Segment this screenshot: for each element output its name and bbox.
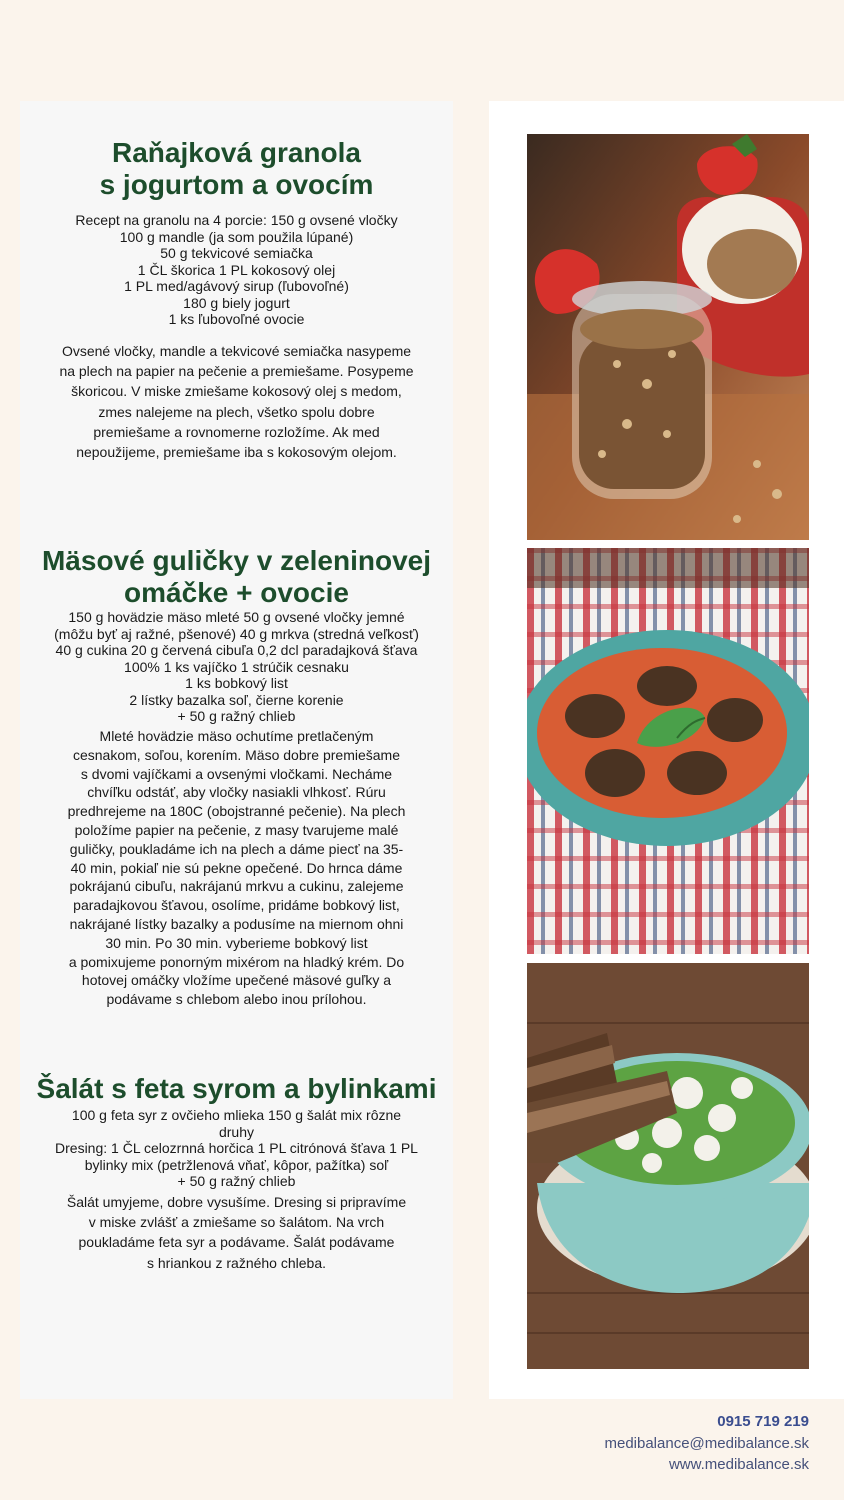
step-line: a pomixujeme ponorným mixérom na hladký krém. Do <box>68 953 405 970</box>
steps-granola <box>20 341 453 462</box>
footer-phone[interactable]: 0915 719 219 <box>717 1413 809 1430</box>
footer-email[interactable]: medibalance@medibalance.sk <box>604 1435 809 1452</box>
step-line: v miske zvlášť a zmiešame so šalátom. Na vrch <box>88 1214 385 1231</box>
step-line: 40 min, pokiaľ nie sú pekne opečené. Do hrnca dáme <box>70 859 403 876</box>
ingredient-line: 1 ks bobkový list <box>185 675 288 691</box>
step-line: premiešame a rovnomerne rozložíme. Ak med <box>93 423 380 440</box>
ingredient-line: druhy <box>218 1123 255 1140</box>
step-line: 30 min. Po 30 min. vyberieme bobkový list <box>105 934 368 951</box>
step-line: škoricou. V miske zmiešame kokosový olej s medom, <box>71 383 402 400</box>
step-line: položíme papier na pečenie, z masy tvarujeme malé <box>74 821 399 838</box>
ingredient-line: 180 g biely jogurt <box>183 294 290 311</box>
step-line: guličky, poukladáme ich na plech a dáme piecť na 35- <box>69 840 404 857</box>
ingredient-line: 150 g hovädzie mäso mleté 50 g ovsené vločky jemné <box>68 609 405 625</box>
ingredients-meatballs <box>20 609 453 725</box>
granola-photo <box>527 134 809 540</box>
steps-salad <box>20 1192 453 1273</box>
ingredient-line: 50 g tekvicové semiačka <box>160 245 313 261</box>
step-line: predhrejeme na 180C (obojstranné pečenie). Na plech <box>67 803 406 820</box>
step-line: Ovsené vločky, mandle a tekvicové semiačka nasypeme <box>61 343 412 359</box>
ingredient-line: bylinky mix (petržlenová vňať, kôpor, pažítka) soľ <box>84 1156 389 1173</box>
ingredient-line: 100 g mandle (ja som použila lúpané) <box>119 228 354 245</box>
step-line: nakrájané lístky bazalky a podusíme na miernom ohni <box>69 915 404 932</box>
step-line: Šalát umyjeme, dobre vysušíme. Dresing si pripravíme <box>66 1194 407 1210</box>
step-line: chvíľku odstáť, aby vločky nasiakli vlhkosť. Rúru <box>87 784 386 801</box>
recipe-title-salad <box>20 1073 453 1105</box>
step-line: paradajkovou šťavou, osolíme, pridáme bobkový list, <box>73 897 400 914</box>
recipe-title-line: Mäsové guličky v zeleninovej <box>41 545 432 576</box>
ingredient-line: 100 g feta syr z ovčieho mlieka 150 g šalát mix rôzne <box>71 1107 402 1123</box>
step-line: hotovej omáčky vložíme upečené mäsové guľky a <box>81 972 392 989</box>
ingredient-line: Dresing: 1 ČL celozrnná horčica 1 PL citrónová šťava 1 PL <box>55 1140 418 1156</box>
recipe-title-granola <box>20 137 453 201</box>
steps-meatballs <box>20 727 453 1009</box>
step-line: nepoužijeme, premiešame iba s kokosovým olejom. <box>76 444 397 461</box>
footer-website[interactable]: www.medibalance.sk <box>668 1456 809 1473</box>
step-line: na plech na papier na pečenie a premiešame. Posypeme <box>59 363 414 380</box>
ingredient-line: 40 g cukina 20 g červená cibuľa 0,2 dcl paradajková šťava <box>55 642 418 658</box>
ingredient-line: (môžu byť aj ražné, pšenové) 40 g mrkva (stredná veľkosť) <box>54 625 419 642</box>
step-line: poukladáme feta syr a podávame. Šalát podávame <box>78 1234 395 1251</box>
ingredient-line: 1 ČL škorica 1 PL kokosový olej <box>137 261 336 278</box>
step-line: zmes nalejeme na plech, všetko spolu dobre <box>98 403 375 420</box>
step-line: s dvomi vajíčkami a ovsenými vločkami. Necháme <box>80 765 393 782</box>
recipe-title-line: omáčke + ovocie <box>124 577 349 608</box>
ingredient-line: + 50 g ražný chlieb <box>177 1173 296 1189</box>
ingredient-line: 1 ks ľubovoľné ovocie <box>168 311 305 327</box>
meatballs-photo <box>527 548 809 954</box>
ingredient-line: 1 PL med/agávový sirup (ľubovoľné) <box>124 278 349 294</box>
salad-photo <box>527 963 809 1369</box>
step-line: cesnakom, soľou, korením. Mäso dobre premiešame <box>72 746 400 763</box>
ingredients-salad <box>20 1107 453 1190</box>
recipe-title-line: s jogurtom a ovocím <box>99 169 374 200</box>
recipe-title-line: Raňajková granola <box>112 137 361 168</box>
step-line: s hriankou z ražného chleba. <box>147 1254 326 1271</box>
step-line: Mleté hovädzie mäso ochutíme pretlačeným <box>99 728 374 744</box>
ingredient-line: Recept na granolu na 4 porcie: 150 g ovsené vločky <box>75 212 398 228</box>
ingredient-line: 2 lístky bazalka soľ, čierne korenie <box>129 691 344 708</box>
recipe-title-line: Šalát s feta syrom a bylinkami <box>36 1073 437 1104</box>
step-line: pokrájanú cibuľu, nakrájanú mrkvu a cukinu, zalejeme <box>69 878 404 895</box>
ingredient-line: 100% 1 ks vajíčko 1 strúčik cesnaku <box>124 658 349 675</box>
ingredients-granola <box>20 212 453 328</box>
step-line: podávame s chlebom alebo inou prílohou. <box>106 991 367 1008</box>
ingredient-line: + 50 g ražný chlieb <box>177 708 296 724</box>
recipe-title-meatballs <box>20 545 453 609</box>
